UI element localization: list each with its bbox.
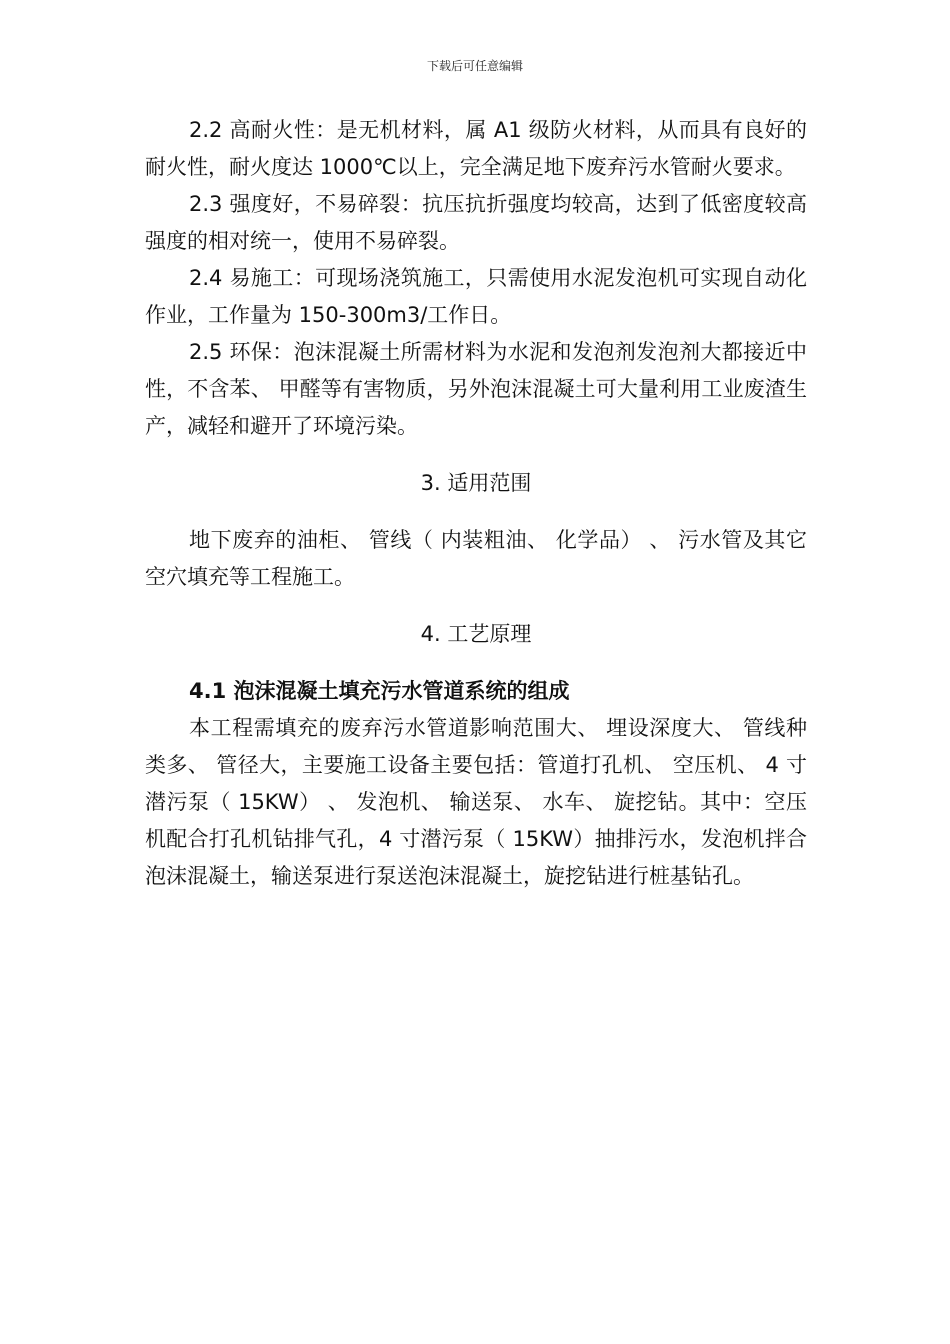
subsection-heading-4-1: 4.1 泡沫混凝土填充污水管道系统的组成	[189, 679, 570, 703]
paragraph-2-2: 2.2 高耐火性：是无机材料，属 A1 级防火材料，从而具有良好的耐火性，耐火度达 1000℃以上，完全满足地下废弃污水管耐火要求。	[145, 118, 807, 179]
paragraph-3: 地下废弃的油柜、 管线（ 内装粗油、 化学品） 、 污水管及其它空穴填充等工程施工。	[145, 528, 807, 589]
paragraph-2-5: 2.5 环保：泡沫混凝土所需材料为水泥和发泡剂发泡剂大都接近中性，不含苯、 甲醛等有害物质，另外泡沫混凝土可大量利用工业废渣生产，减轻和避开了环境污染。	[145, 340, 807, 438]
section-heading-3: 3. 适用范围	[420, 471, 532, 495]
paragraph-2-3: 2.3 强度好，不易碎裂：抗压抗折强度均较高，达到了低密度较高强度的相对统一，使用不易碎裂。	[145, 192, 807, 253]
section-heading-4: 4. 工艺原理	[420, 622, 532, 646]
document-body	[145, 112, 807, 895]
paragraph-2-4: 2.4 易施工：可现场浇筑施工，只需使用水泥发泡机可实现自动化作业，工作量为 150-300m3/工作日。	[145, 266, 807, 327]
paragraph-4-1: 本工程需填充的废弃污水管道影响范围大、 埋设深度大、 管线种类多、 管径大，主要施工设备主要包括：管道打孔机、 空压机、 4 寸潜污泵（ 15KW） 、 发泡机、 输送泵、 水车、 旋挖钻。其中：空压机配合打孔机钻排气孔，4 寸潜污泵（ 15KW）抽排污水，发泡机拌合泡沫混凝土，输送泵进行泵送泡沫混凝土，旋挖钻进行桩基钻孔。	[145, 716, 807, 888]
page-header-note: 下载后可任意编辑	[426, 59, 523, 73]
